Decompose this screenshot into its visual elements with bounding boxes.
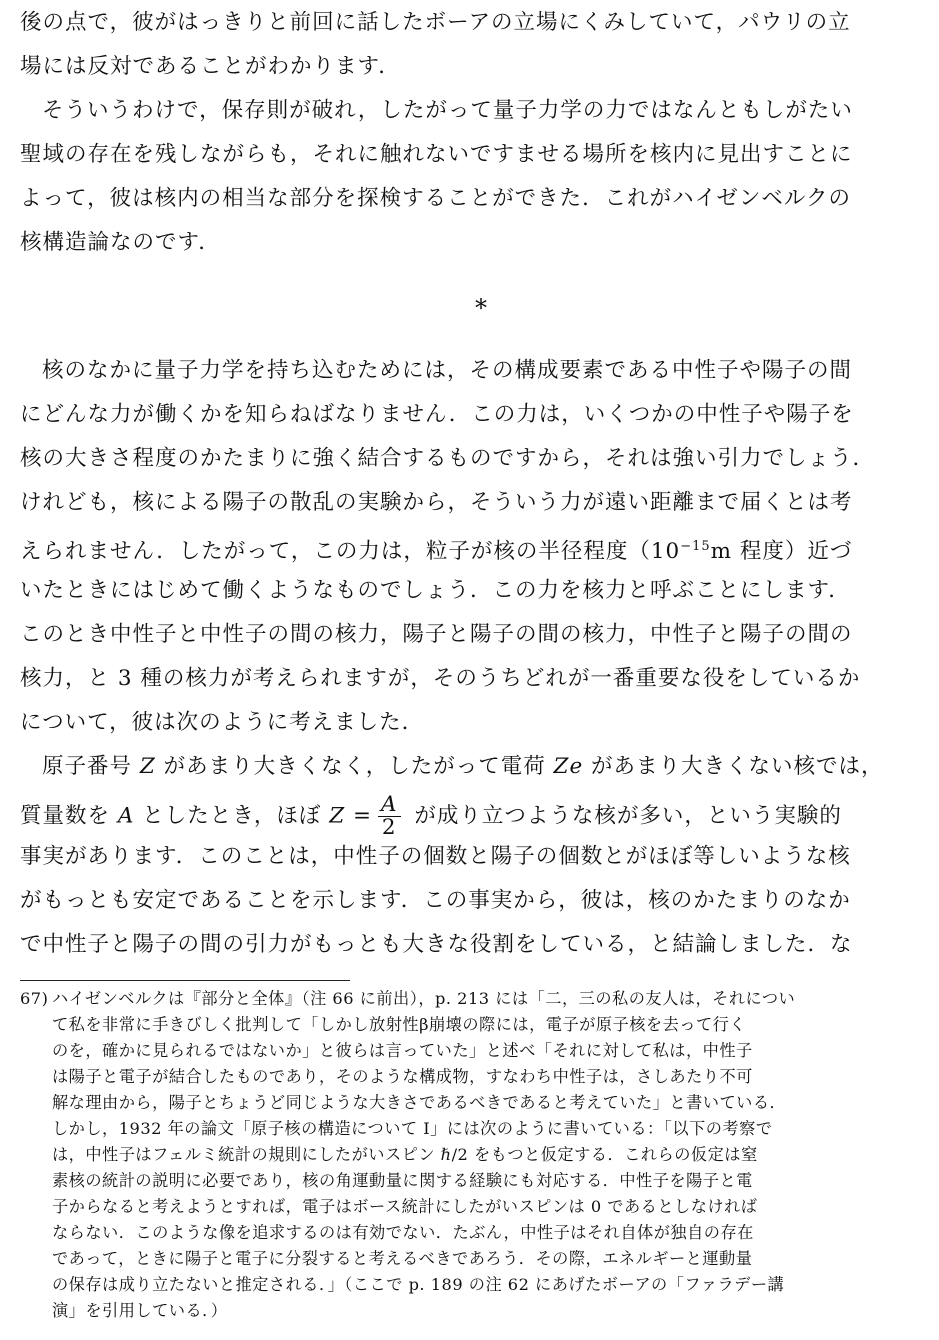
body-text-line: 核のなかに量子力学を持ち込むためには，その構成要素である中性子や陽子の間 [42,358,853,383]
footnote-line: は陽子と電子が結合したものであり，そのような構成物，すなわち中性子は，さしあたり不可 [52,1067,753,1086]
math-variable: A [117,803,135,829]
text-span: としたとき，ほぼ [134,803,330,829]
body-text-line: 核力，と 3 種の核力が考えられますが，そのうちどれが一番重要な役をしているか [20,666,861,691]
text-span: 質量数を [20,803,118,829]
footnote-line: であって，ときに陽子と電子に分裂すると考えるべきであろう．その際，エネルギーと運動量 [52,1249,753,1268]
exponent: −15 [680,539,711,554]
footnote-line: て私を非常に手きびしく批判して「しかし放射性β崩壊の際には，電子が原子核を去って行く [52,1015,747,1034]
body-text-line: けれども，核による陽子の散乱の実験から，そういう力が遠い距離まで届くとは考 [20,490,853,515]
text-span: えられません．したがって，この力は，粒子が核の半径程度（10 [20,539,681,565]
text-span: m 程度）近づ [710,539,853,565]
footnote-line: ハイゼンベルクは『部分と全体』（注 66 に前出），p. 213 には「二，三の私の友人は，それについ [52,989,796,1008]
footnote-line: のを，確かに見られるではないか」と彼らは言っていた」と述べ「それに対して私は，中性子 [52,1041,753,1060]
footnote-line: 解な理由から，陽子とちょうど同じような大きさであるべきであると考えていた」と書いている． [52,1093,787,1112]
fraction-numerator: A [378,794,401,817]
body-text-line [20,532,852,567]
body-text-line: 聖域の存在を残しながらも，それに触れないですませる場所を核内に見出すことに [20,142,853,167]
fraction [378,794,401,839]
footnote-line: 素核の統計の説明に必要であり，核の角運動量に関する経験にも対応する．中性子を陽子と電 [52,1171,753,1190]
footnote-line: しかし，1932 年の論文「原子核の構造について I」には次のように書いている：「以下の考察で [52,1119,773,1138]
body-text-line: そういうわけで，保存則が破れ，したがって量子力学の力ではなんともしがたい [42,98,853,123]
body-text-line: よって，彼は核内の相当な部分を探検することができた．これがハイゼンベルクの [20,186,851,211]
body-text-line [20,794,842,839]
body-text-line: 核構造論なのです． [20,230,221,255]
footnote-marker: 67) [20,989,49,1008]
body-text-line: にどんな力が働くかを知らねばなりません．この力は，いくつかの中性子や陽子を [20,402,854,427]
footnote-line: は，中性子はフェルミ統計の規則にしたがいスピン ℏ/2 をもつと仮定する．これらの仮定は窒 [52,1145,758,1164]
body-text-line [42,752,884,782]
body-text-line: で中性子と陽子の間の引力がもっとも大きな役割をしている，と結論しました．な [20,932,853,957]
math-variable: Z [139,754,156,779]
footnote-line: 子からなると考えようとすれば，電子はボース統計にしたがいスピンは 0 であるとしなければ [52,1197,758,1216]
body-text-line: 核の大きさ程度のかたまりに強く結合するものですから，それは強い引力でしょう． [20,446,876,471]
footnote-line: ならない．このような像を追求するのは有効でない．たぶん，中性子はそれ自体が独自の存在 [52,1223,754,1242]
text-span: があまり大きくなく，したがって電荷 [155,754,554,779]
body-text-line: いたときにはじめて働くようなものでしょう．この力を核力と呼ぶことにします． [20,578,851,603]
math-variable: Ze [553,754,584,779]
text-span: が成り立つような核が多い，という実験的 [406,803,842,829]
text-span: があまり大きくない核では， [583,754,884,779]
body-text-line: 後の点で，彼がはっきりと前回に話したボーアの立場にくみしていて，パウリの立 [20,10,851,35]
footnote-line: 演」を引用している．） [52,1301,228,1320]
section-separator: * [475,294,487,322]
body-text-line: 場には反対であることがわかります． [20,54,401,79]
footnote-rule [20,980,350,981]
body-text-line: 事実があります．このことは，中性子の個数と陽子の個数とがほぼ等しいような核 [20,844,851,869]
text-span: 原子番号 [42,754,140,779]
body-text-line: がもっとも安定であることを示します．この事実から，彼は，核のかたまりのなか [20,888,851,913]
body-text-line: このとき中性子と中性子の間の核力，陽子と陽子の間の核力，中性子と陽子の間の [20,622,853,647]
fraction-denominator: 2 [381,815,397,840]
math-equation: Z = [329,803,372,829]
footnote-line: の保存は成り立たないと推定される．」（ここで p. 189 の注 62 にあげたボーアの「ファラデー講 [52,1275,785,1294]
body-text-line: について，彼は次のように考えました． [20,710,425,735]
